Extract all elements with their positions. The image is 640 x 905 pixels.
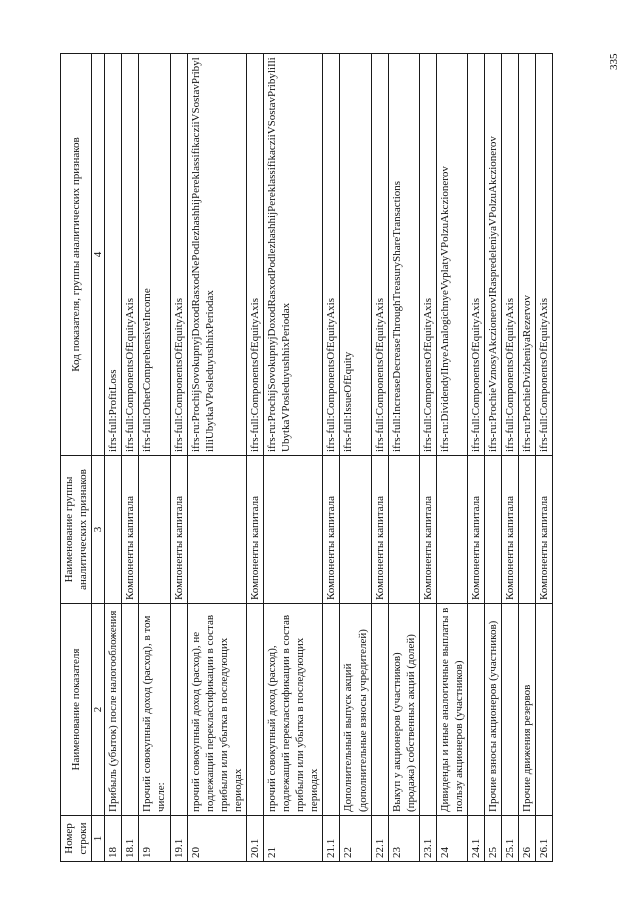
- group-name: [139, 456, 170, 604]
- indicator-code: ifrs-full:ComponentsOfEquityAxis: [536, 54, 553, 456]
- indicator-code: ifrs-full:ProfitLoss: [105, 54, 122, 456]
- row-number: 19: [139, 816, 170, 862]
- table-row: [105, 54, 122, 862]
- indicator-name: [371, 604, 388, 816]
- group-name: [264, 456, 323, 604]
- group-name: Компоненты капитала: [170, 456, 187, 604]
- group-name: [340, 456, 371, 604]
- table-row: [388, 54, 419, 862]
- group-name: Компоненты капитала: [323, 456, 340, 604]
- indicator-name: Выкуп у акционеров (участников) (продажа) собственных акций (долей): [388, 604, 419, 816]
- indicator-name: [502, 604, 519, 816]
- group-name: [519, 456, 536, 604]
- table-row: [436, 54, 467, 862]
- indicator-code: ifrs-full:ComponentsOfEquityAxis: [419, 54, 436, 456]
- row-number: 24: [436, 816, 467, 862]
- indicator-code: ifrs-full:IssueOfEquity: [340, 54, 371, 456]
- row-number: 23: [388, 816, 419, 862]
- table-row: [502, 54, 519, 862]
- indicator-name: Дивиденды и иные аналогичные выплаты в пользу акционеров (участников): [436, 604, 467, 816]
- indicator-code: ifrs-full:OtherComprehensiveIncome: [139, 54, 170, 456]
- indicator-code: ifrs-ru:ProchijSovokupnyjDoxodRasxodPodlezhashhijPereklassifikacziiVSostavPribyliIliUbytkaVPosleduyushhixPeriodax: [264, 54, 323, 456]
- group-name: Компоненты капитала: [122, 456, 139, 604]
- indicator-code: ifrs-ru:ProchieDvizheniyaRezervov: [519, 54, 536, 456]
- table-row: [264, 54, 323, 862]
- indicator-name: прочий совокупный доход (расход), подлежащий переклассификации в состав прибыли или убытка в последующих периодах: [264, 604, 323, 816]
- page-number: 335: [608, 53, 620, 70]
- indicator-name: Прочий совокупный доход (расход), в том числе:: [139, 604, 170, 816]
- group-name: Компоненты капитала: [371, 456, 388, 604]
- group-name: Компоненты капитала: [246, 456, 263, 604]
- row-number: 26: [519, 816, 536, 862]
- row-number: 18.1: [122, 816, 139, 862]
- indicator-name: [170, 604, 187, 816]
- row-number: 21.1: [323, 816, 340, 862]
- group-name: Компоненты капитала: [419, 456, 436, 604]
- table-body: [105, 54, 553, 862]
- indicator-code: ifrs-full:ComponentsOfEquityAxis: [170, 54, 187, 456]
- indicator-name: [468, 604, 485, 816]
- table-row: [485, 54, 502, 862]
- indicator-name: прочий совокупный доход (расход), не подлежащий переклассификации в состав прибыли или убытка в последующих периодах: [187, 604, 246, 816]
- table-row: [246, 54, 263, 862]
- row-number: 25.1: [502, 816, 519, 862]
- indicator-code: ifrs-full:ComponentsOfEquityAxis: [122, 54, 139, 456]
- column-number: 3: [92, 456, 105, 604]
- indicator-code: ifrs-ru:DividendyIInyeAnalogichnyeVyplatyVPolzuAkczionerov: [436, 54, 467, 456]
- indicator-name: [122, 604, 139, 816]
- table-row: [323, 54, 340, 862]
- indicator-code: ifrs-full:IncreaseDecreaseThroughTreasuryShareTransactions: [388, 54, 419, 456]
- header-row-number: Номер строки: [61, 816, 92, 862]
- indicator-name: Прочие взносы акционеров (участников): [485, 604, 502, 816]
- indicator-name: [419, 604, 436, 816]
- group-name: Компоненты капитала: [468, 456, 485, 604]
- group-name: [105, 456, 122, 604]
- table-row: [519, 54, 536, 862]
- group-name: Компоненты капитала: [536, 456, 553, 604]
- indicator-name: [536, 604, 553, 816]
- indicator-code: ifrs-full:ComponentsOfEquityAxis: [502, 54, 519, 456]
- table-row: [122, 54, 139, 862]
- row-number: 25: [485, 816, 502, 862]
- row-number: 22: [340, 816, 371, 862]
- group-name: Компоненты капитала: [502, 456, 519, 604]
- table-row: [187, 54, 246, 862]
- row-number: 26.1: [536, 816, 553, 862]
- table-row: [170, 54, 187, 862]
- row-number: 20: [187, 816, 246, 862]
- indicator-name: Дополнительный выпуск акций (дополнительные взносы учредителей): [340, 604, 371, 816]
- indicator-table: [60, 53, 553, 862]
- header-group-name: Наименование группы аналитических признаков: [61, 456, 92, 604]
- indicator-name: [323, 604, 340, 816]
- table-row: [419, 54, 436, 862]
- table-row: [371, 54, 388, 862]
- indicator-name: Прочие движения резервов: [519, 604, 536, 816]
- table-row: [536, 54, 553, 862]
- header-code: Код показателя, группы аналитических признаков: [61, 54, 92, 456]
- row-number: 23.1: [419, 816, 436, 862]
- table-row: [468, 54, 485, 862]
- column-number: 2: [92, 604, 105, 816]
- row-number: 24.1: [468, 816, 485, 862]
- group-name: [485, 456, 502, 604]
- column-number: 1: [92, 816, 105, 862]
- indicator-code: ifrs-full:ComponentsOfEquityAxis: [323, 54, 340, 456]
- column-number-row: [92, 54, 105, 862]
- row-number: 19.1: [170, 816, 187, 862]
- row-number: 22.1: [371, 816, 388, 862]
- indicator-code: ifrs-ru:ProchijSovokupnyjDoxodRasxodNePodlezhashhijPereklassifikacziiVSostavPribyliIliUbytkaVPosleduyushhixPeriodax: [187, 54, 246, 456]
- indicator-code: ifrs-ru:ProchieVznosyAkczionerovIRaspredeleniyaVPolzuAkczionerov: [485, 54, 502, 456]
- row-number: 21: [264, 816, 323, 862]
- table-row: [139, 54, 170, 862]
- indicator-code: ifrs-full:ComponentsOfEquityAxis: [246, 54, 263, 456]
- row-number: 20.1: [246, 816, 263, 862]
- group-name: [388, 456, 419, 604]
- table-row: [340, 54, 371, 862]
- indicator-name: [246, 604, 263, 816]
- indicator-name: Прибыль (убыток) после налогообложения: [105, 604, 122, 816]
- column-number: 4: [92, 54, 105, 456]
- indicator-code: ifrs-full:ComponentsOfEquityAxis: [468, 54, 485, 456]
- header-indicator-name: Наименование показателя: [61, 604, 92, 816]
- header-row: [61, 54, 92, 862]
- group-name: [436, 456, 467, 604]
- indicator-code: ifrs-full:ComponentsOfEquityAxis: [371, 54, 388, 456]
- group-name: [187, 456, 246, 604]
- rotated-page: [60, 54, 553, 862]
- row-number: 18: [105, 816, 122, 862]
